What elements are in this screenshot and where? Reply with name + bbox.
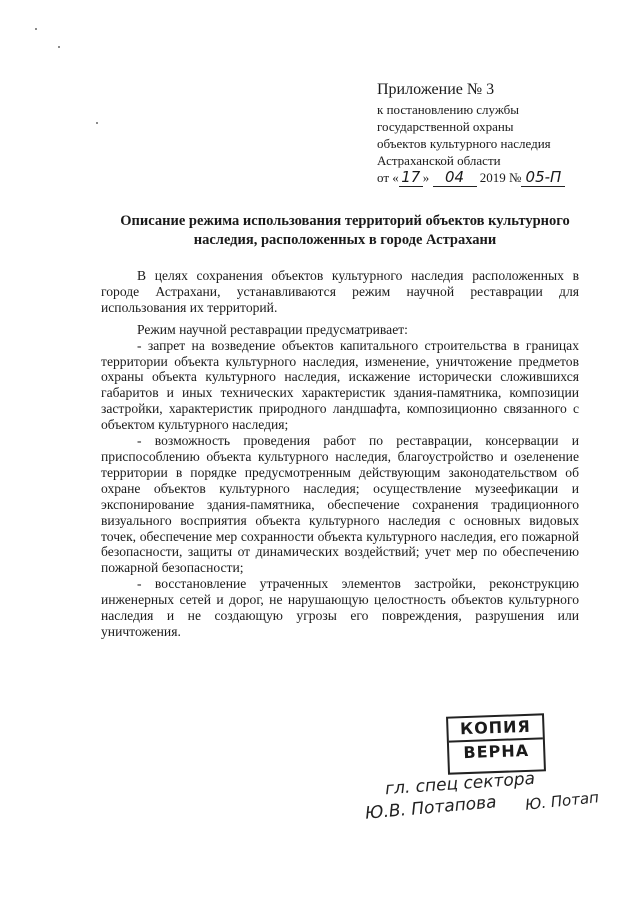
body-paragraph: Режим научной реставрации предусматривает: — [137, 321, 408, 337]
document-body — [101, 268, 579, 640]
document-title: Описание режима использования территорий объектов культурного наследия, расположенных в городе Астрахани — [120, 213, 570, 248]
stamp-line: КОПИЯ — [448, 715, 543, 742]
appendix-line: Астраханской области — [377, 153, 501, 168]
stamp-line: ВЕРНА — [463, 740, 530, 763]
date-mid: » — [422, 170, 430, 185]
certification-area — [355, 712, 635, 842]
appendix-line: объектов культурного наследия — [377, 136, 551, 151]
date-prefix: от « — [377, 170, 399, 185]
appendix-date-line — [377, 169, 617, 187]
scan-speck — [96, 122, 98, 124]
date-day: 17 — [399, 169, 423, 187]
scan-speck — [58, 46, 60, 48]
appendix-block — [377, 80, 617, 187]
date-year: 2019 № — [479, 170, 522, 185]
signature-position: гл. спец сектора — [384, 768, 536, 800]
appendix-line: государственной охраны — [377, 119, 514, 134]
date-month: 04 — [433, 169, 477, 187]
document-number: 05-П — [521, 169, 565, 187]
body-paragraph: - запрет на возведение объектов капитального строительства в границах территории объекта культурного наследия, изменение, уничтожение предметов охраны объекта культурного наследия, искажение исторически сложившихся габаритов и иных технических характеристик здания-памятника, композиции застройки, характеристик природного ландшафта, композиционно связанного с объектом культурного наследия; — [101, 337, 579, 433]
signature-mark: Ю. Потап — [524, 788, 600, 814]
appendix-heading: Приложение № 3 — [377, 81, 495, 98]
body-paragraph: В целях сохранения объектов культурного наследия расположенных в городе Астрахани, устанавливаются режим научной реставрации для использования их территорий. — [101, 268, 579, 315]
body-paragraph: - возможность проведения работ по реставрации, консервации и приспособлению объекта культурного наследия, благоустройство и озеленение территории в порядке предусмотренным действующим законодательством об охране объектов культурного наследия; осуществление музеефикации и экспонирование здания-памятника, обеспечение сохранения традиционного визуального восприятия объекта культурного наследия с основных видовых точек, обеспечение мер сохранности объекта культурного наследия, его пожарной безопасности, защиты от динамических воздействий; учет мер по обеспечению пожарной безопасности; — [101, 433, 579, 576]
scan-speck — [35, 28, 37, 30]
signature-name: Ю.В. Потапова — [364, 792, 498, 824]
appendix-line: к постановлению службы — [377, 102, 520, 117]
body-paragraph: - восстановление утраченных элементов застройки, реконструкцию инженерных сетей и дорог, не нарушающую целостность объектов культурного наследия и не создающую угрозы его повреждения, разрушения или уничтожения. — [101, 576, 579, 639]
copy-certified-stamp — [446, 713, 546, 774]
